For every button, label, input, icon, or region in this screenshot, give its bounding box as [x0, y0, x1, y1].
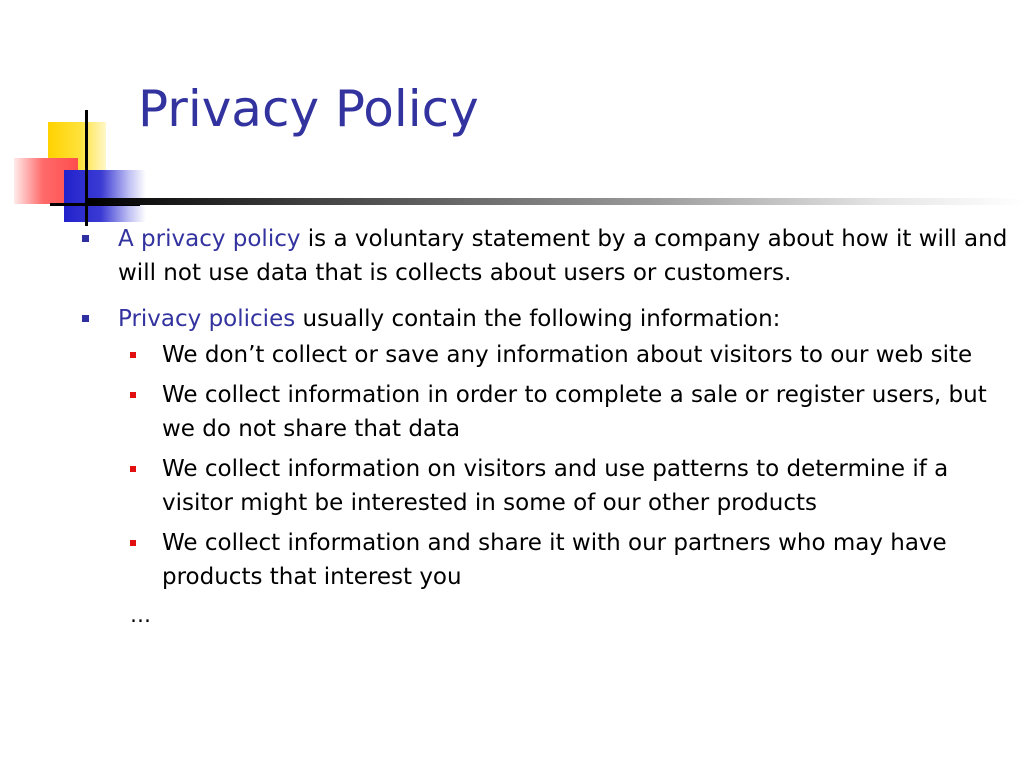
slide-title: Privacy Policy — [138, 80, 479, 138]
square-bullet-icon — [82, 235, 89, 242]
logo-vertical-line — [85, 110, 88, 226]
sub-bullet-item — [78, 378, 1008, 446]
square-bullet-icon — [130, 392, 136, 398]
sub-bullet-text: We collect information on visitors and use patterns to determine if a visitor might be interested in some of our other products — [162, 456, 949, 516]
bullet-highlight: A privacy policy — [118, 226, 301, 252]
title-divider — [88, 198, 1024, 205]
continuation-ellipsis: … — [130, 603, 151, 627]
bullet-item — [78, 302, 1008, 336]
square-bullet-icon — [130, 352, 136, 358]
sub-bullet-text: We collect information in order to complete a sale or register users, but we do not share that data — [162, 382, 987, 442]
slide-content — [78, 222, 1008, 630]
bullet-text: usually contain the following information: — [295, 306, 781, 332]
bullet-highlight: Privacy policies — [118, 306, 296, 332]
sub-bullet-list — [78, 338, 1008, 594]
bullet-item — [78, 222, 1008, 290]
square-bullet-icon — [130, 466, 136, 472]
sub-bullet-item — [78, 526, 1008, 594]
square-bullet-icon — [130, 540, 136, 546]
sub-bullet-text: We collect information and share it with our partners who may have products that interest you — [162, 530, 947, 590]
sub-bullet-text: We don’t collect or save any information about visitors to our web site — [162, 342, 973, 368]
sub-bullet-item — [78, 338, 1008, 372]
square-bullet-icon — [82, 315, 89, 322]
sub-bullet-item — [78, 452, 1008, 520]
logo-blue-block — [64, 170, 146, 222]
bullet-text: is a voluntary statement by a company about how it will and will not use data that is collects about users or customers. — [118, 226, 1008, 286]
